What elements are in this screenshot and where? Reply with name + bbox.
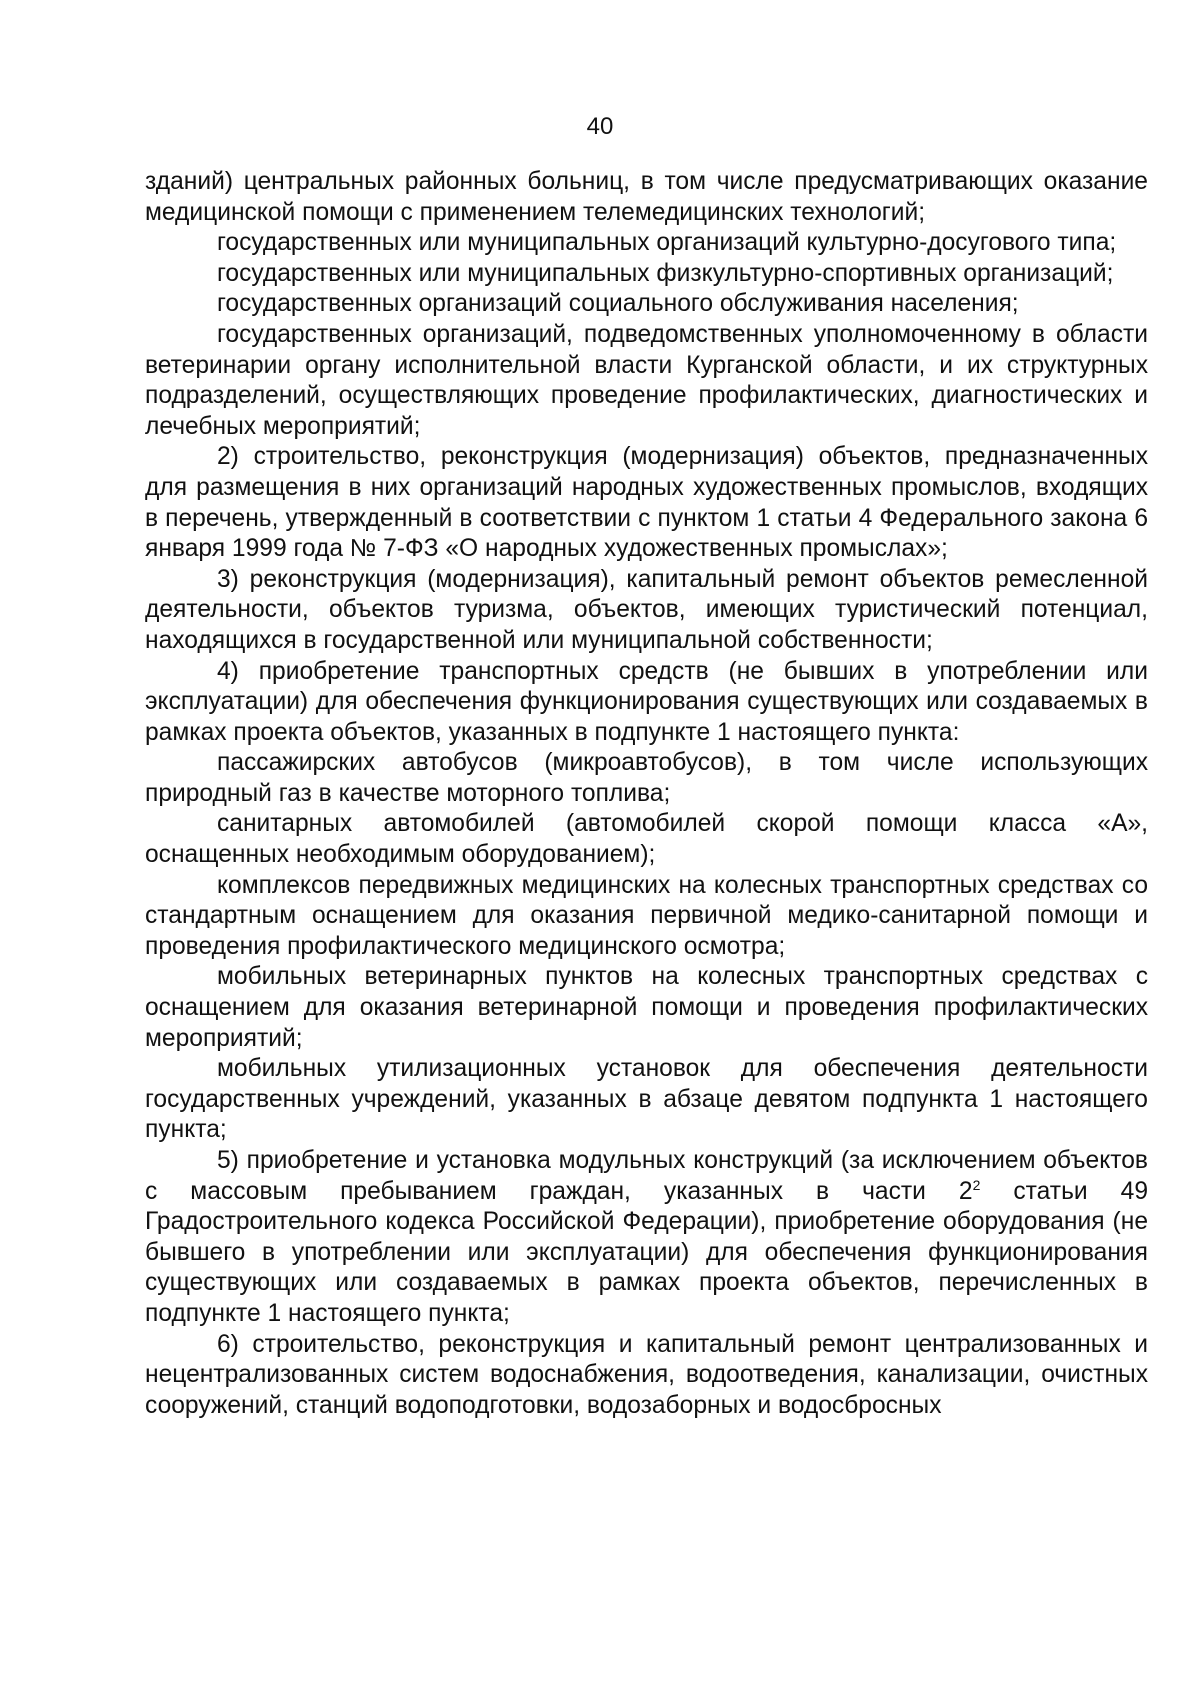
paragraph-item-2: 2) строительство, реконструкция (модернизация) объектов, предназначенных для размещения в них организаций народных художественных промыслов, входящих в перечень, утвержденный в соответствии с пунктом 1 статьи 4 Федерального закона 6 января 1999 года № 7-ФЗ «О народных художественных промыслах»;: [145, 443, 1148, 563]
paragraph-culture-orgs: государственных или муниципальных организаций культурно-досугового типа;: [217, 229, 1117, 257]
paragraph-continuation: зданий) центральных районных больниц, в том числе предусматривающих оказание медицинской помощи с применением телемедицинских технологий;: [145, 168, 1148, 226]
paragraph-veterinary-orgs: государственных организаций, подведомственных уполномоченному в области ветеринарии органу исполнительной власти Курганской области, и их структурных подразделений, осуществляющих проведение профилактических, диагностических и лечебных мероприятий;: [145, 320, 1148, 440]
item-5-text-after: статьи 49 Градостроительного кодекса Российской Федерации), приобретение оборудования (не бывшего в употреблении или эксплуатации) для обеспечения функционирования существующих или создаваемых в рамках проекта объектов, перечисленных в подпункте 1 настоящего пункта;: [145, 1177, 1148, 1327]
paragraph-sport-orgs: государственных или муниципальных физкультурно-спортивных организаций;: [217, 259, 1114, 287]
paragraph-item-5: [145, 1146, 1148, 1330]
paragraph-item-3: 3) реконструкция (модернизация), капитальный ремонт объектов ремесленной деятельности, объектов туризма, объектов, имеющих туристический потенциал, находящихся в государственной или муниципальной собственности;: [145, 565, 1148, 654]
paragraph-mobile-veterinary: мобильных ветеринарных пунктов на колесных транспортных средствах с оснащением для оказания ветеринарной помощи и проведения профилактических мероприятий;: [145, 963, 1148, 1052]
paragraph-buses: пассажирских автобусов (микроавтобусов), в том числе использующих природный газ в качестве моторного топлива;: [145, 749, 1148, 807]
item-5-text-before: 5) приобретение и установка модульных конструкций (за исключением объектов с массовым пребыванием граждан, указанных в части 2: [145, 1147, 1148, 1205]
document-body: [145, 167, 1148, 1421]
paragraph-utilization-units: мобильных утилизационных установок для обеспечения деятельности государственных учреждений, указанных в абзаце девятом подпункта 1 настоящего пункта;: [145, 1055, 1148, 1144]
paragraph-mobile-medical: комплексов передвижных медицинских на колесных транспортных средствах со стандартным оснащением для оказания первичной медико-санитарной помощи и проведения профилактического медицинского осмотра;: [145, 871, 1148, 960]
superscript: 2: [972, 1176, 981, 1193]
paragraph-ambulances: санитарных автомобилей (автомобилей скорой помощи класса «А», оснащенных необходимым оборудованием);: [145, 810, 1148, 869]
paragraph-social-orgs: государственных организаций социального обслуживания населения;: [217, 290, 1019, 318]
page-number: 40: [586, 113, 614, 140]
paragraph-item-4: 4) приобретение транспортных средств (не бывших в употреблении или эксплуатации) для обеспечения функционирования существующих или создаваемых в рамках проекта объектов, указанных в подпункте 1 настоящего пункта:: [145, 657, 1148, 746]
paragraph-item-6: 6) строительство, реконструкция и капитальный ремонт централизованных и нецентрализованных систем водоснабжения, водоотведения, канализации, очистных сооружений, станций водоподготовки, водозаборных и водосбросных: [145, 1330, 1148, 1419]
